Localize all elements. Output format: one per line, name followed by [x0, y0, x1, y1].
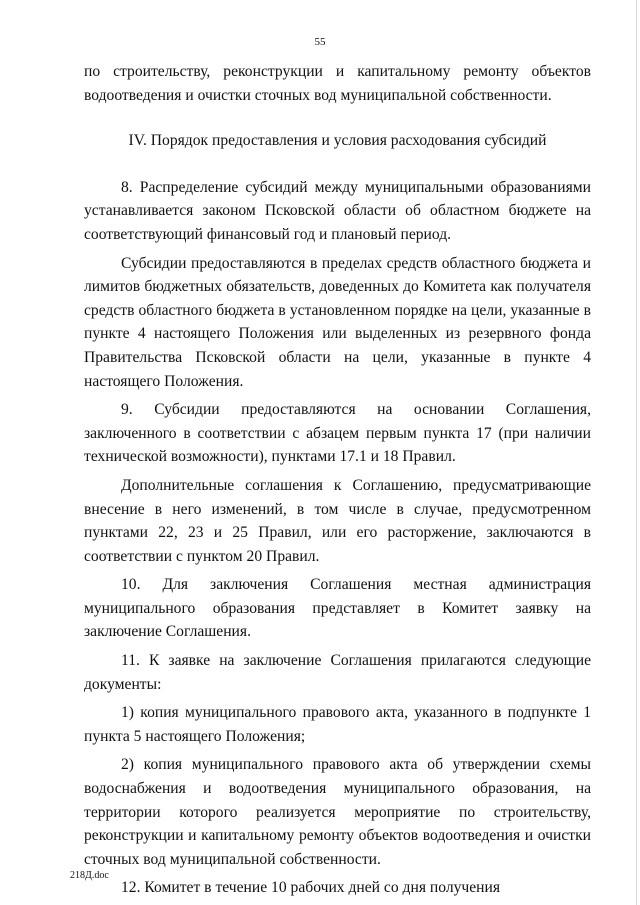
footer-filename: 218Д.doc: [70, 870, 109, 881]
document-body: [84, 60, 591, 900]
page-edge-line: [636, 0, 637, 905]
paragraph-continuation: по строительству, реконструкции и капитальному ремонту объектов водоотведения и очистки сточных вод муниципальной собственности.: [84, 63, 591, 104]
paragraph-12: 12. Комитет в течение 10 рабочих дней со дня получения: [121, 879, 501, 897]
list-item-1: 1) копия муниципального правового акта, указанного в подпункте 1 пункта 5 настоящего Положения;: [84, 704, 591, 745]
paragraph-9: 9. Субсидии предоставляются на основании Соглашения, заключенного в соответствии с абзацем первым пункта 17 (при наличии технической возможности), пунктами 17.1 и 18 Правил.: [84, 401, 591, 466]
paragraph-subsidies: Субсидии предоставляются в пределах средств областного бюджета и лимитов бюджетных обязательств, доведенных до Комитета как получателя средств областного бюджета в установленном порядке на цели, указанные в пункте 4 настоящего Положения или выделенных из резервного фонда Правительства Псковской области на цели, указанные в пункте 4 настоящего Положения.: [84, 254, 591, 390]
paragraph-8: 8. Распределение субсидий между муниципальными образованиями устанавливается законом Псковской области об областном бюджете на соответствующий финансовый год и плановый период.: [84, 178, 591, 243]
page-number: 55: [314, 36, 326, 48]
section-heading: IV. Порядок предоставления и условия расходования субсидий: [128, 132, 547, 150]
list-item-2: 2) копия муниципального правового акта об утверждении схемы водоснабжения и водоотведения муниципального образования, на территории которого реализуется мероприятие по строительству, реконструкции и капитальному ремонту объектов водоотведения и очистки сточных вод муниципальной собственности.: [84, 756, 591, 868]
paragraph-additional-agreements: Дополнительные соглашения к Соглашению, предусматривающие внесение в него изменений, в том числе в случае, предусмотренном пунктами 22, 23 и 25 Правил, или его расторжение, заключаются в соответствии с пунктом 20 Правил.: [84, 476, 591, 565]
paragraph-10: 10. Для заключения Соглашения местная администрация муниципального образования представляет в Комитет заявку на заключение Соглашения.: [84, 576, 591, 641]
paragraph-11: 11. К заявке на заключение Соглашения прилагаются следующие документы:: [84, 652, 591, 693]
